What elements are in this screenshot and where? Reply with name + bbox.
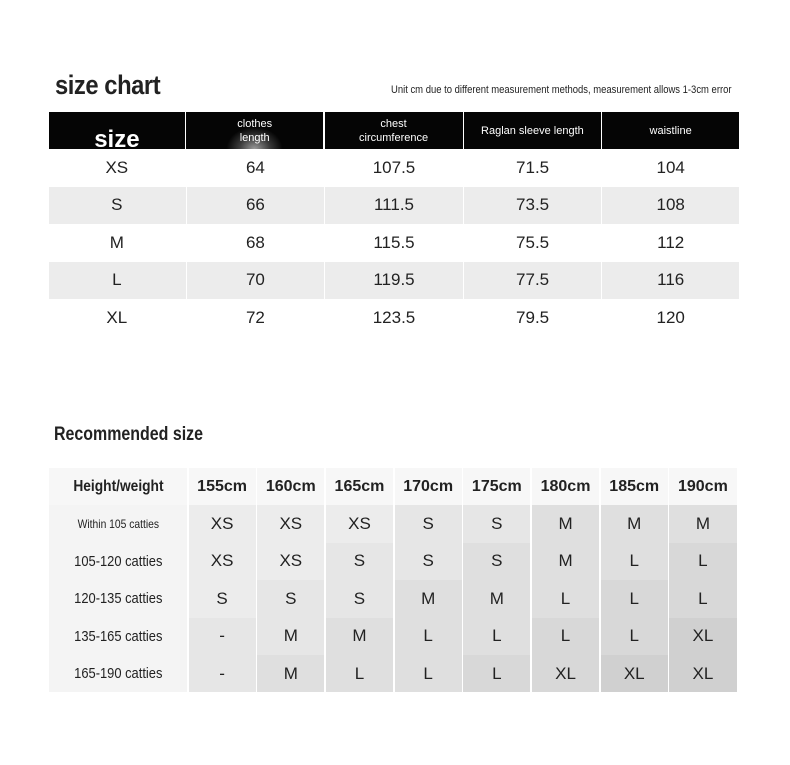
measurement-cell: 75.5 xyxy=(516,232,550,252)
recommended-size-cell: - xyxy=(189,618,256,655)
measurement-cell: 116 xyxy=(602,262,739,300)
size-chart-table xyxy=(49,112,739,337)
measurement-cell: 107.5 xyxy=(372,157,416,177)
recommended-size-cell: S xyxy=(189,580,256,617)
height-weight-text: Height/weight xyxy=(72,477,164,495)
height-header-cell: 190cm xyxy=(669,468,736,505)
size-label: L xyxy=(49,262,186,300)
height-header-cell: 160cm xyxy=(257,468,324,505)
recommended-size-cell: S xyxy=(326,543,393,580)
recommended-size-cell: M xyxy=(395,580,462,617)
header-size: size xyxy=(49,112,185,149)
weight-label xyxy=(49,618,187,655)
recommended-size-cell: XS xyxy=(189,505,256,542)
size-label: M xyxy=(109,232,124,252)
measurement-cell: 108 xyxy=(602,187,739,225)
weight-label-text: 120-135 catties xyxy=(73,590,163,608)
recommended-header-row xyxy=(49,468,739,505)
weight-label xyxy=(49,543,187,580)
recommended-size-cell: XL xyxy=(601,655,668,692)
measurement-cell: 64 xyxy=(245,157,265,177)
recommended-size-cell: L xyxy=(601,618,668,655)
measurement-cell: 111.5 xyxy=(325,187,463,225)
measurement-cell: 123.5 xyxy=(372,307,416,327)
recommended-size-cell: S xyxy=(463,505,530,542)
height-header-cell: 185cm xyxy=(601,468,668,505)
recommended-size-cell: L xyxy=(326,655,393,692)
recommended-size-cell: - xyxy=(189,655,256,692)
size-label: XS xyxy=(105,157,129,177)
recommended-size-cell: L xyxy=(395,655,462,692)
measurement-cell: 72 xyxy=(245,307,265,327)
weight-label xyxy=(49,505,187,542)
measurement-cell: 79.5 xyxy=(516,307,550,327)
weight-label-text: 165-190 catties xyxy=(73,665,163,683)
measurement-cell: 66 xyxy=(187,187,324,225)
recommended-size-cell: XS xyxy=(326,505,393,542)
recommended-size-cell: L xyxy=(395,618,462,655)
recommended-size-cell: L xyxy=(601,580,668,617)
measurement-cell: 119.5 xyxy=(325,262,463,300)
height-header-cell: 155cm xyxy=(189,468,256,505)
recommended-size-cell: S xyxy=(463,543,530,580)
recommended-size-cell: M xyxy=(326,618,393,655)
measurement-note: Unit cm due to different measurement methods, measurement allows 1-3cm error xyxy=(391,84,732,96)
measurement-cell: 112 xyxy=(657,232,685,252)
recommended-size-cell: S xyxy=(326,580,393,617)
table-row xyxy=(49,543,739,580)
recommended-size-cell: M xyxy=(257,618,324,655)
measurement-cell: 120 xyxy=(656,307,685,327)
header-waistline: waistline xyxy=(602,112,739,149)
recommended-size-cell: M xyxy=(532,505,599,542)
recommended-size-cell: M xyxy=(669,505,736,542)
height-header-cell: 170cm xyxy=(395,468,462,505)
weight-label xyxy=(49,655,187,692)
weight-label-text: 105-120 catties xyxy=(73,552,163,570)
recommended-size-cell: M xyxy=(463,580,530,617)
table-row xyxy=(49,187,739,225)
table-row xyxy=(49,299,739,337)
recommended-size-cell: XS xyxy=(257,543,324,580)
recommended-size-cell: L xyxy=(532,580,599,617)
measurement-cell: 77.5 xyxy=(464,262,601,300)
recommended-size-cell: XS xyxy=(257,505,324,542)
measurement-cell: 104 xyxy=(656,157,685,177)
recommended-size-cell: L xyxy=(601,543,668,580)
weight-label xyxy=(49,580,187,617)
table-row xyxy=(49,655,739,692)
height-header-cell: 180cm xyxy=(532,468,599,505)
recommended-size-cell: S xyxy=(257,580,324,617)
recommended-size-title: Recommended size xyxy=(54,424,204,445)
height-header-cell: 175cm xyxy=(463,468,530,505)
recommended-size-cell: M xyxy=(601,505,668,542)
table-row xyxy=(49,262,739,300)
table-row xyxy=(49,618,739,655)
weight-label-text: Within 105 catties xyxy=(77,517,159,532)
height-weight-label xyxy=(49,468,187,505)
size-label: S xyxy=(49,187,186,225)
height-header-cell: 165cm xyxy=(326,468,393,505)
size-label: XL xyxy=(106,307,128,327)
measurement-cell: 68 xyxy=(245,232,265,252)
measurement-cell: 70 xyxy=(187,262,324,300)
table-row xyxy=(49,224,739,262)
recommended-size-cell: XL xyxy=(669,655,736,692)
recommended-size-cell: L xyxy=(669,580,736,617)
recommended-size-cell: S xyxy=(395,543,462,580)
recommended-size-cell: L xyxy=(463,655,530,692)
measurement-cell: 115.5 xyxy=(373,232,415,252)
page-title: size chart xyxy=(55,70,161,100)
recommended-size-cell: M xyxy=(532,543,599,580)
measurement-cell: 73.5 xyxy=(464,187,601,225)
table-row xyxy=(49,149,739,187)
weight-label-text: 135-165 catties xyxy=(73,627,163,645)
recommended-size-cell: L xyxy=(669,543,736,580)
table-row xyxy=(49,580,739,617)
table-row xyxy=(49,505,739,542)
recommended-size-cell: XL xyxy=(532,655,599,692)
recommended-size-cell: M xyxy=(257,655,324,692)
measurement-cell: 71.5 xyxy=(516,157,550,177)
recommended-size-cell: XL xyxy=(669,618,736,655)
size-chart-header xyxy=(49,112,739,153)
header-chest-circumference: chest circumference xyxy=(325,112,463,149)
recommended-size-cell: S xyxy=(395,505,462,542)
recommended-size-table xyxy=(49,468,739,692)
recommended-size-cell: L xyxy=(463,618,530,655)
header-clothes-length: clothes length xyxy=(186,112,323,149)
recommended-size-cell: XS xyxy=(189,543,256,580)
recommended-size-cell: L xyxy=(532,618,599,655)
header-raglan-sleeve-length: Raglan sleeve length xyxy=(464,112,601,149)
